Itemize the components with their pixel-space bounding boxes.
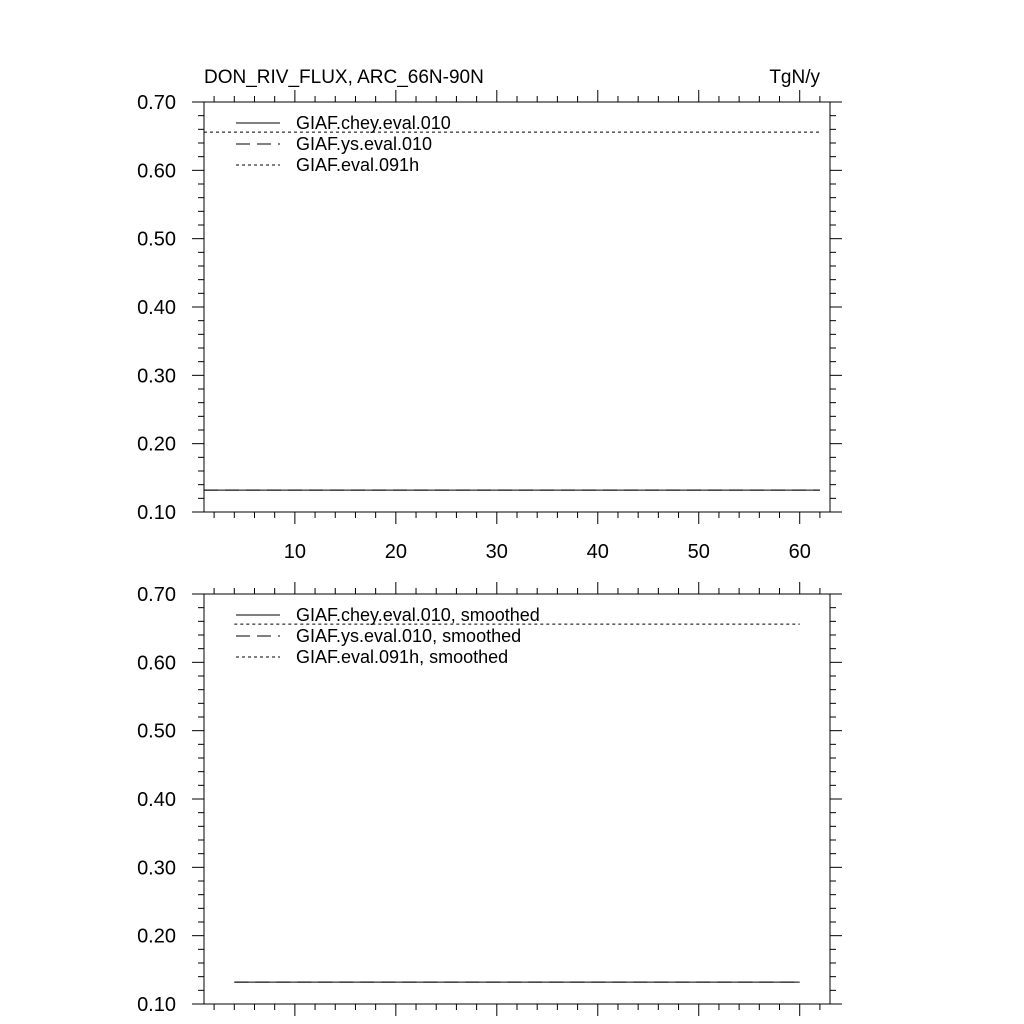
legend-label: GIAF.ys.eval.010 bbox=[296, 134, 433, 154]
chart-title: DON_RIV_FLUX, ARC_66N-90N bbox=[204, 67, 484, 88]
y-tick-label: 0.10 bbox=[137, 994, 176, 1016]
x-tick-label: 30 bbox=[485, 541, 508, 563]
y-tick-label: 0.30 bbox=[137, 857, 176, 880]
legend-label: GIAF.eval.091h, smoothed bbox=[296, 647, 509, 667]
y-tick-label: 0.20 bbox=[137, 433, 176, 456]
x-tick-label: 10 bbox=[283, 541, 306, 563]
y-tick-label: 0.20 bbox=[137, 925, 176, 948]
y-tick-label: 0.70 bbox=[137, 92, 176, 114]
legend-label: GIAF.eval.091h bbox=[296, 155, 420, 175]
y-tick-label: 0.50 bbox=[137, 720, 176, 743]
legend-label: GIAF.chey.eval.010 bbox=[296, 113, 451, 133]
y-tick-label: 0.60 bbox=[137, 652, 176, 675]
y-tick-label: 0.30 bbox=[137, 365, 176, 388]
y-tick-label: 0.70 bbox=[137, 584, 176, 606]
x-tick-label: 20 bbox=[384, 541, 407, 563]
units-label: TgN/y bbox=[769, 67, 820, 88]
lower-panel bbox=[137, 582, 842, 1016]
x-tick-label: 50 bbox=[687, 541, 710, 563]
x-tick-label: 60 bbox=[788, 541, 811, 563]
y-tick-label: 0.10 bbox=[137, 502, 176, 524]
y-tick-label: 0.40 bbox=[137, 789, 176, 811]
x-tick-label: 40 bbox=[586, 541, 609, 563]
y-tick-label: 0.50 bbox=[137, 228, 176, 251]
legend-label: GIAF.ys.eval.010, smoothed bbox=[296, 626, 522, 646]
y-tick-label: 0.40 bbox=[137, 297, 176, 319]
legend-label: GIAF.chey.eval.010, smoothed bbox=[296, 605, 540, 625]
y-tick-label: 0.60 bbox=[137, 160, 176, 183]
upper-panel bbox=[137, 67, 842, 563]
